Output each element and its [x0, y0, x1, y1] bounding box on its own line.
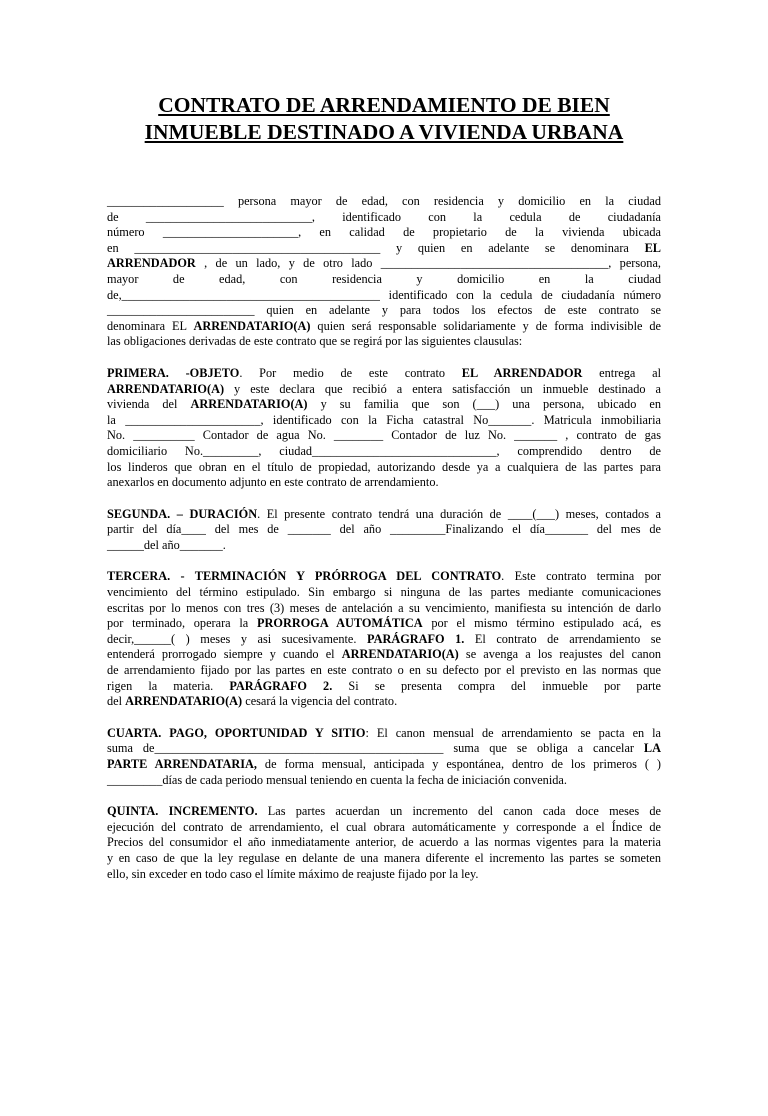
text-line: denominara EL ARRENDATARIO(A) quien será responsable solidariamente y de forma indivisible de [107, 318, 661, 333]
text-line: vivienda del ARRENDATARIO(A) y su familia que son (___) una persona, ubicado en [107, 397, 661, 412]
text-line: la ______________________, identificado con la Ficha catastral No_______. Matricula inmobiliaria [107, 412, 661, 427]
text-line: escritas por lo menos con tres (3) meses de antelación a su vencimiento, manifiesta su intención de darlo [107, 600, 661, 615]
text-line: PARTE ARRENDATARIA, de forma mensual, anticipada y espontánea, dentro de los primeros ( ) [107, 757, 662, 771]
text-line: vencimiento del término estipulado. Sin embargo si ninguna de las partes mediante comunicaciones [107, 585, 661, 600]
intro-paragraph [107, 194, 661, 350]
text-line: de arrendamiento fijado por las partes en este contrato o en su defecto por el previsto en las normas que [107, 663, 661, 678]
text-line: por terminado, operara la PRORROGA AUTOMÁTICA por el mismo término estipulado acá, es [107, 616, 661, 631]
title-line: CONTRATO DE ARRENDAMIENTO DE BIEN [158, 93, 610, 117]
text-line: PRIMERA. -OBJETO. Por medio de este contrato EL ARRENDADOR entrega al [107, 365, 661, 380]
text-line: anexarlos en documento adjunto en este contrato de arrendamiento. [107, 475, 439, 490]
text-line: las obligaciones derivadas de este contrato que se regirá por las siguientes clausulas: [107, 334, 523, 349]
text-line: suma de_______________________________________________ suma que se obliga a cancelar LA [107, 741, 661, 756]
text-line: domiciliario No._________, ciudad______________________________, comprendido dentro de [107, 443, 661, 458]
title-line: INMUEBLE DESTINADO A VIVIENDA URBANA [144, 120, 624, 144]
text-line: ______del año_______. [107, 537, 226, 552]
text-line: y en caso de que la ley regulase en delante de una manera diferente el incremento las partes se someten [107, 850, 661, 865]
text-line: partir del día____ del mes de _______ del año _________Finalizando el día_______ del mes de [107, 522, 661, 537]
clause-primera [107, 366, 661, 491]
clause-segunda [107, 507, 661, 554]
text-line: QUINTA. INCREMENTO. Las partes acuerdan un incremento del canon cada doce meses de [107, 804, 661, 819]
text-line: Precios del consumidor el año inmediatamente anterior, de acuerdo a las normas vigentes para la materia [107, 835, 661, 850]
document-page [0, 92, 768, 1116]
text-line: _________días de cada periodo mensual teniendo en cuenta la fecha de iniciación convenida. [107, 772, 567, 787]
text-line: TERCERA. - TERMINACIÓN Y PRÓRROGA DEL CONTRATO. Este contrato termina por [107, 569, 661, 584]
text-line: ARRENDADOR , de un lado, y de otro lado _____________________________________, persona, [107, 256, 661, 271]
text-line: de ___________________________, identificado con la cedula de ciudadanía [107, 209, 661, 224]
text-line: decir,______( ) meses y asi sucesivamente. PARÁGRAFO 1. El contrato de arrendamiento se [107, 631, 662, 646]
text-line: ejecución del contrato de arrendamiento, el cual obrara automáticamente y corresponde a el Índice de [107, 819, 661, 834]
text-line: ello, sin exceder en todo caso el límite máximo de reajuste fijado por la ley. [107, 866, 479, 881]
text-line: mayor de edad, con residencia y domicilio en la ciudad [107, 271, 661, 286]
text-line: los linderos que obran en el título de propiedad, autorizando desde ya a cualquiera de las partes para [107, 459, 661, 474]
text-line: CUARTA. PAGO, OPORTUNIDAD Y SITIO: El canon mensual de arrendamiento se pacta en la [107, 725, 661, 740]
document-title [107, 92, 661, 146]
clause-cuarta [107, 726, 661, 788]
text-line: ________________________ quien en adelante y para todos los efectos de este contrato se [107, 303, 661, 318]
text-line: ARRENDATARIO(A) y este declara que recibió a entera satisfacción un inmueble destinado a [107, 381, 661, 396]
text-line: del ARRENDATARIO(A) cesará la vigencia del contrato. [107, 694, 398, 709]
text-line: de,__________________________________________ identificado con la cedula de ciudadanía número [107, 287, 661, 302]
text-line: número ______________________, en calidad de propietario de la vivienda ubicada [107, 225, 661, 240]
clause-tercera [107, 569, 661, 709]
document-body [107, 194, 661, 882]
clause-quinta [107, 804, 661, 882]
text-line: entenderá prorrogado siempre y cuando el ARRENDATARIO(A) se avenga a los reajustes del canon [107, 647, 662, 662]
text-line: ___________________ persona mayor de edad, con residencia y domicilio en la ciudad [107, 194, 661, 208]
text-line: No. __________ Contador de agua No. ________ Contador de luz No. _______ , contrato de gas [107, 428, 661, 443]
text-line: SEGUNDA. – DURACIÓN. El presente contrato tendrá una duración de ____(___) meses, contados a [107, 506, 661, 521]
text-line: en ________________________________________ y quien en adelante se denominara EL [107, 240, 661, 255]
text-line: rigen la materia. PARÁGRAFO 2. Si se presenta compra del inmueble por parte [107, 678, 661, 693]
